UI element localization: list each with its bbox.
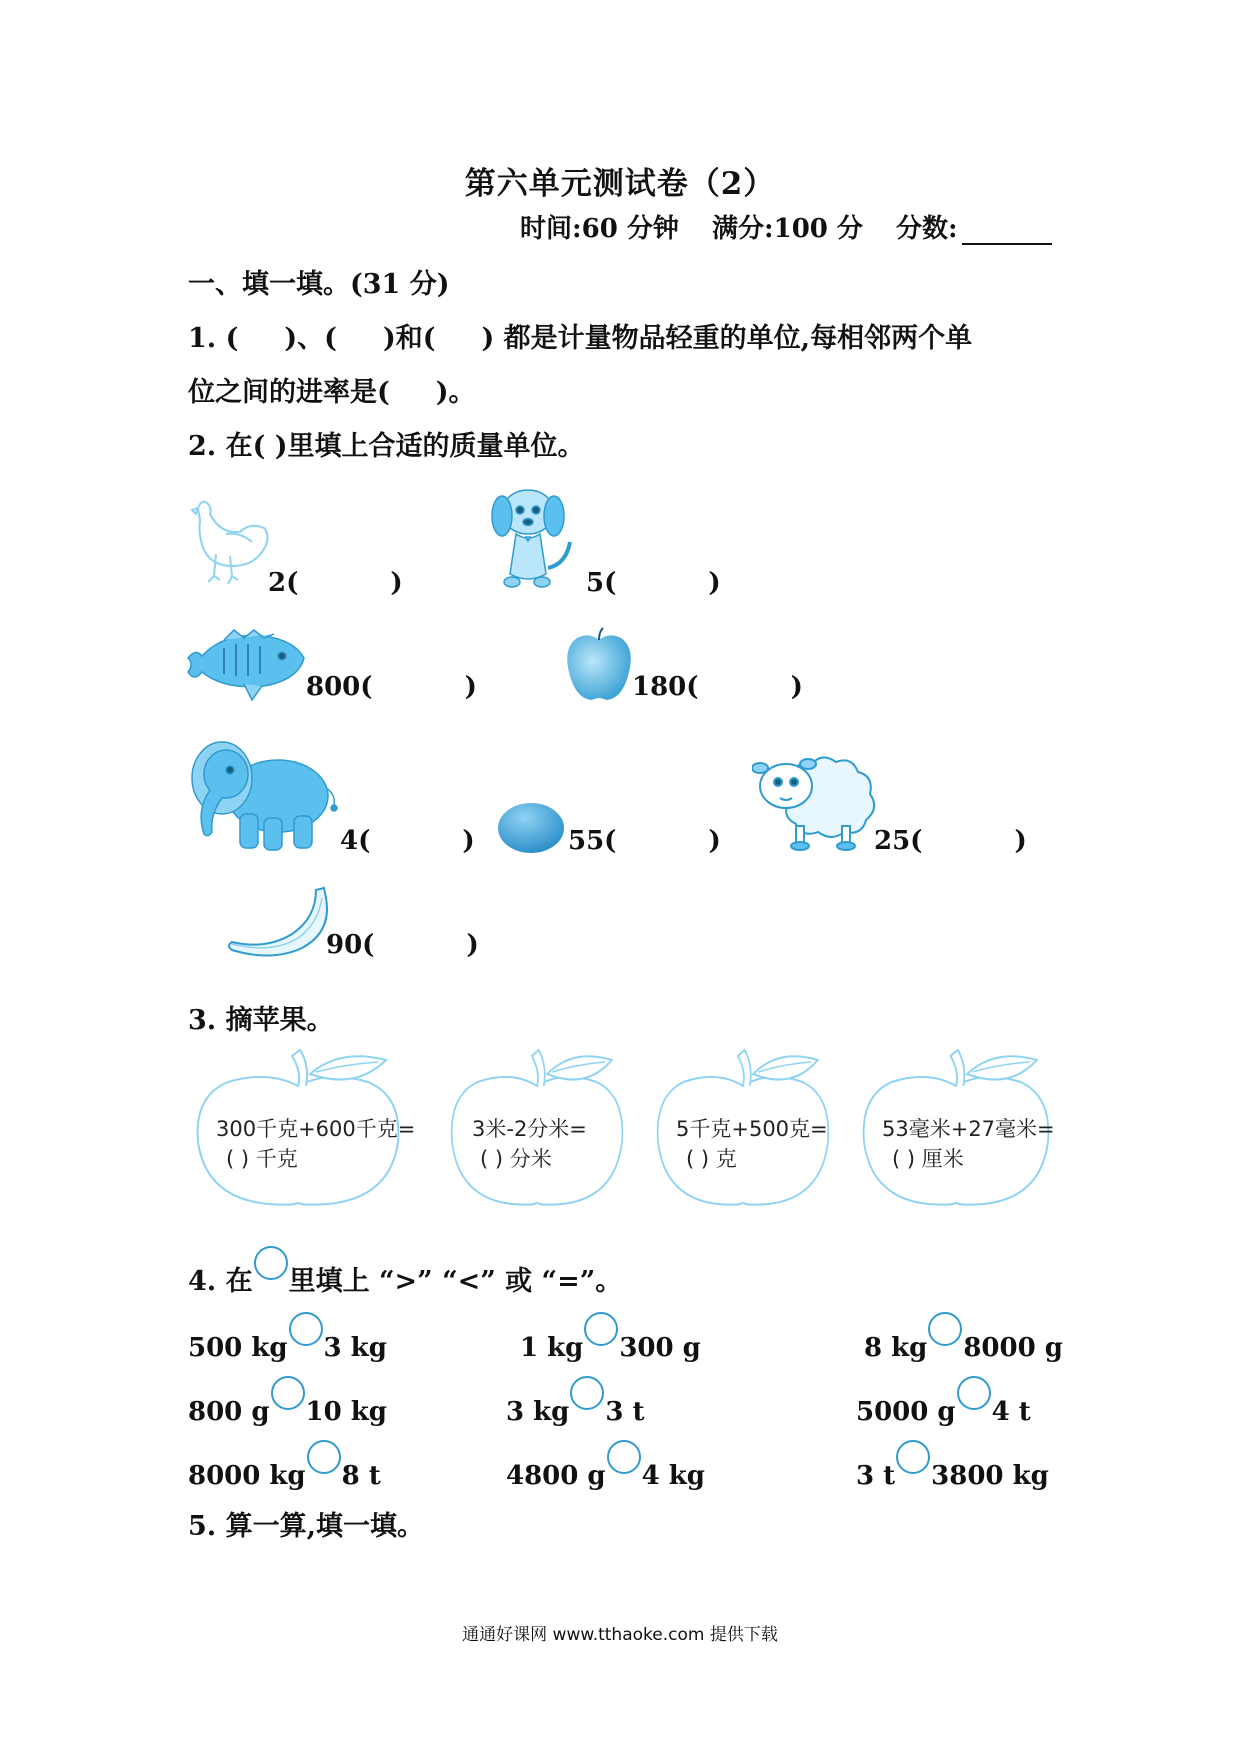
apple-card-4 <box>864 1050 1055 1205</box>
score-blank[interactable] <box>962 219 1052 245</box>
apple-4-line-1: 53毫米+27毫米= <box>882 1117 1055 1141</box>
compare-item[interactable]: 3 kg 3 t <box>506 1376 645 1427</box>
answer-banana[interactable]: 90( ) <box>326 930 479 960</box>
compare-circle[interactable] <box>957 1376 991 1410</box>
question-2-text: 2. 在( )里填上合适的质量单位。 <box>188 431 585 462</box>
footer-credit: 通通好课网 www.tthaoke.com 提供下载 <box>462 1625 778 1645</box>
answer-apple[interactable]: 180( ) <box>632 672 803 702</box>
compare-item[interactable]: 800 g 10 kg <box>188 1376 387 1427</box>
compare-circle[interactable] <box>289 1312 323 1346</box>
compare-item[interactable]: 1 kg 300 g <box>520 1312 701 1363</box>
apple-2-line-2: ( ) 分米 <box>480 1147 552 1171</box>
question-3-text: 3. 摘苹果。 <box>188 1005 334 1036</box>
compare-circle[interactable] <box>307 1440 341 1474</box>
full-score-info: 满分:100 分 <box>712 214 863 244</box>
answer-egg[interactable]: 55( ) <box>568 826 721 856</box>
apple-card-3 <box>658 1050 829 1205</box>
time-info: 时间:60 分钟 <box>520 214 679 244</box>
compare-circle[interactable] <box>584 1312 618 1346</box>
apple-4-line-2: ( ) 厘米 <box>892 1147 964 1171</box>
apple-2-line-1: 3米-2分米= <box>472 1117 587 1141</box>
question-4-text: 4. 在 里填上 “>” “<” 或 “=”。 <box>188 1246 622 1298</box>
apple-icon <box>566 626 632 702</box>
compare-item[interactable]: 8 kg 8000 g <box>864 1312 1063 1363</box>
compare-circle[interactable] <box>570 1376 604 1410</box>
apple-card-1 <box>198 1050 416 1205</box>
question-5-text: 5. 算一算,填一填。 <box>188 1511 424 1542</box>
answer-fish[interactable]: 800( ) <box>306 672 477 702</box>
circle-icon <box>254 1246 288 1280</box>
banana-icon <box>226 886 332 960</box>
apple-card-2 <box>452 1050 623 1205</box>
compare-item[interactable]: 5000 g 4 t <box>856 1376 1031 1427</box>
question-1-line-1: 1. ( )、( )和( ) 都是计量物品轻重的单位,每相邻两个单 <box>188 323 973 354</box>
apple-3-line-2: ( ) 克 <box>686 1147 737 1171</box>
compare-circle[interactable] <box>896 1440 930 1474</box>
compare-circle[interactable] <box>271 1376 305 1410</box>
answer-sheep[interactable]: 25( ) <box>874 826 1027 856</box>
compare-item[interactable]: 3 t 3800 kg <box>856 1440 1049 1491</box>
compare-item[interactable]: 4800 g 4 kg <box>506 1440 705 1491</box>
apple-cards <box>196 1046 1076 1216</box>
question-1-line-2: 位之间的进率是( )。 <box>188 377 476 408</box>
puppy-icon <box>486 478 586 598</box>
page-title: 第六单元测试卷（2） <box>464 166 776 202</box>
compare-circle[interactable] <box>928 1312 962 1346</box>
score-field[interactable] <box>896 208 1052 245</box>
egg-icon <box>496 800 566 856</box>
score-label: 分数: <box>896 214 958 244</box>
answer-puppy[interactable]: 5( ) <box>586 568 721 598</box>
answer-elephant[interactable]: 4( ) <box>340 826 475 856</box>
compare-circle[interactable] <box>607 1440 641 1474</box>
sheep-icon <box>752 744 878 852</box>
hen-icon <box>186 494 276 594</box>
section-heading: 一、填一填。(31 分) <box>188 269 450 300</box>
apple-1-line-1: 300千克+600千克= <box>216 1117 416 1141</box>
apple-3-line-1: 5千克+500克= <box>676 1117 828 1141</box>
compare-item[interactable]: 500 kg 3 kg <box>188 1312 387 1363</box>
apple-1-line-2: ( ) 千克 <box>226 1147 298 1171</box>
compare-item[interactable]: 8000 kg 8 t <box>188 1440 381 1491</box>
answer-hen[interactable]: 2( ) <box>268 568 403 598</box>
fish-icon <box>184 628 310 704</box>
elephant-icon <box>186 734 342 856</box>
